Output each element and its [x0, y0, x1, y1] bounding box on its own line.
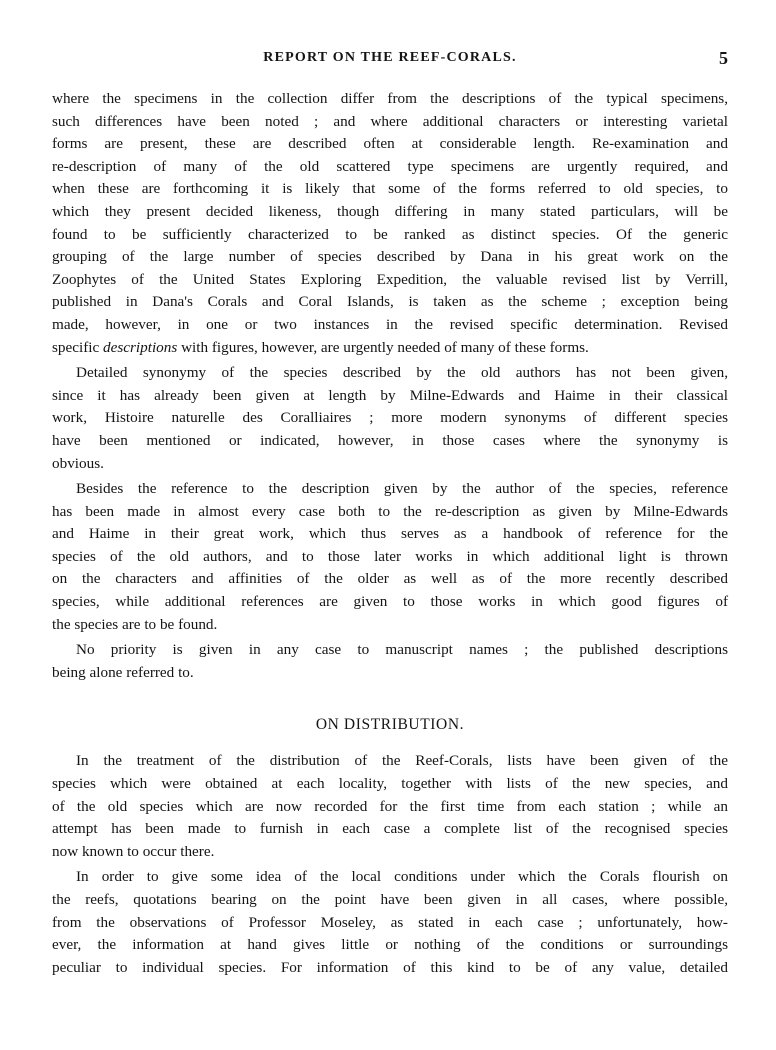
text-line [52, 337, 728, 360]
paragraph-4 [52, 639, 728, 684]
text-line: work, Histoire naturelle des Coralliaires ; more modern synonyms of different species [52, 409, 728, 427]
text-line: have been mentioned or indicated, however, in those cases where the synonymy is [52, 431, 728, 449]
text-line: re-description of many of the old scattered type specimens are urgently required, and [52, 157, 728, 175]
body-text [52, 88, 728, 982]
page-header [52, 48, 728, 72]
text-line: In the treatment of the distribution of the Reef-Corals, lists have been given of the [76, 752, 728, 770]
text-line: which they present decided likeness, though differing in many stated particulars, will be [52, 202, 728, 220]
text-line: where the specimens in the collection differ from the descriptions of the typical specimens, [52, 90, 728, 107]
text-line: grouping of the large number of species described by Dana in his great work on the [52, 248, 728, 266]
paragraph-1 [52, 88, 728, 359]
text-line: from the observations of Professor Moseley, as stated in each case ; unfortunately, how- [52, 913, 728, 931]
text-line: and Haime in their great work, which thus serves as a handbook of reference for the [52, 525, 728, 543]
text-line: obvious. [52, 454, 104, 472]
paragraph-3 [52, 478, 728, 636]
text-run: specific [52, 338, 104, 356]
text-line: ever, the information at hand gives little or nothing of the conditions or surroundings [52, 936, 728, 954]
text-line: In order to give some idea of the local conditions under which the Corals flourish on [76, 868, 728, 886]
text-line: on the characters and affinities of the older as well as of the more recently described [52, 570, 728, 588]
text-line: made, however, in one or two instances in the revised specific determination. Revised [52, 315, 728, 333]
text-line: Zoophytes of the United States Exploring Expedition, the valuable revised list by Verrill, [52, 270, 728, 288]
text-line: such differences have been noted ; and where additional characters or interesting varietal [52, 112, 728, 130]
text-line: No priority is given in any case to manuscript names ; the published descriptions [76, 641, 728, 659]
page-number: 5 [719, 48, 728, 68]
text-line: species, while additional references are given to those works in which good figures of [52, 593, 728, 611]
italic-text: descriptions [103, 338, 178, 356]
text-line: found to be sufficiently characterized to be ranked as distinct species. Of the generic [52, 225, 728, 243]
text-line: forms are present, these are described often at considerable length. Re-examination and [52, 135, 728, 153]
section-paragraph-1 [52, 750, 728, 863]
text-line: of the old species which are now recorded for the first time from each station ; while an [52, 797, 728, 815]
text-line: peculiar to individual species. For information of this kind to be of any value, detailed [52, 958, 728, 976]
paragraph-2 [52, 362, 728, 475]
text-line: published in Dana's Corals and Coral Islands, is taken as the scheme ; exception being [52, 293, 728, 311]
text-line: when these are forthcoming it is likely that some of the forms referred to old species, to [52, 180, 728, 198]
text-line: attempt has been made to furnish in each case a complete list of the recognised species [52, 820, 728, 838]
section-heading: ON DISTRIBUTION. [315, 716, 465, 734]
text-line: species which were obtained at each locality, together with lists of the new species, and [52, 775, 728, 793]
text-line: since it has already been given at length by Milne-Edwards and Haime in their classical [52, 386, 728, 404]
text-line: Besides the reference to the description given by the author of the species, reference [76, 480, 728, 498]
text-line: the reefs, quotations bearing on the point have been given in all cases, where possible, [52, 891, 728, 908]
text-line: species of the old authors, and to those later works in which additional light is thrown [52, 547, 728, 565]
text-line: Detailed synonymy of the species described by the old authors has not been given, [76, 364, 728, 382]
text-line: the species are to be found. [52, 615, 218, 633]
text-line: now known to occur there. [52, 842, 215, 860]
text-run: with figures, however, are urgently needed of many of these forms. [177, 338, 589, 356]
section-paragraph-2 [52, 866, 728, 979]
text-line: has been made in almost every case both to the re-description as given by Milne-Edwards [52, 502, 728, 520]
text-line: being alone referred to. [52, 663, 194, 681]
running-title: REPORT ON THE REEF-CORALS. [263, 50, 517, 65]
